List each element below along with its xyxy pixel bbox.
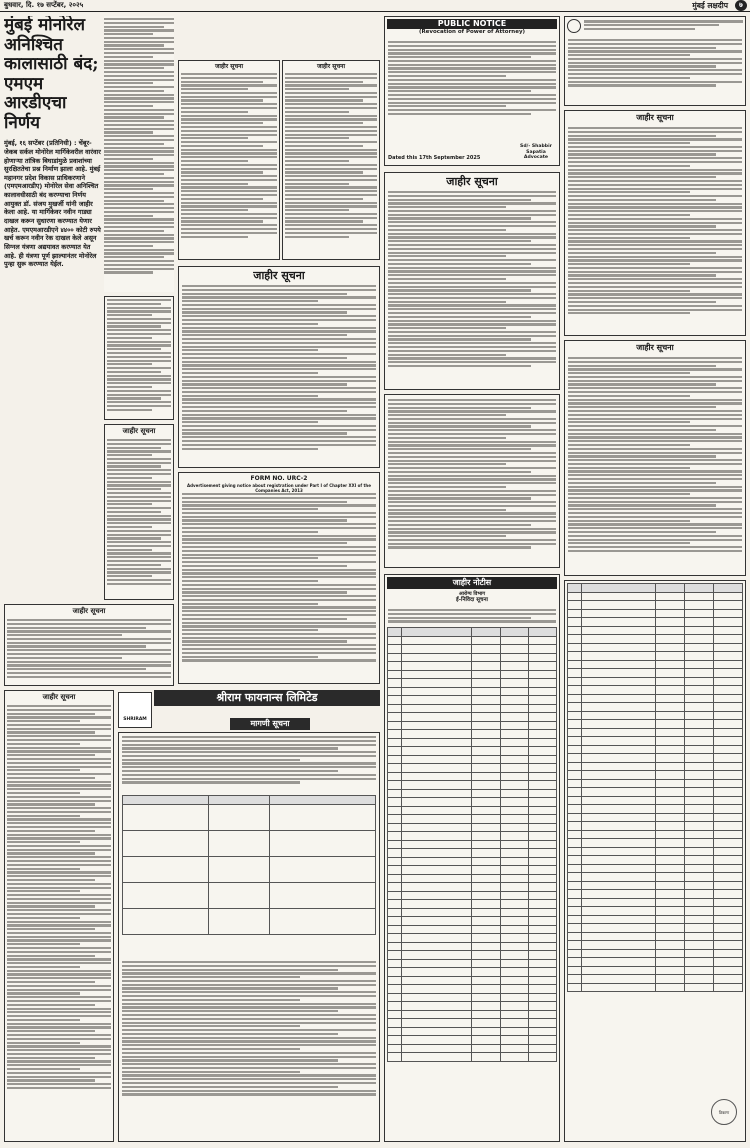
page-number: ७ — [735, 0, 747, 11]
public-notice — [384, 16, 560, 166]
tender-header — [564, 16, 746, 106]
finance-notice — [384, 394, 560, 568]
demand-notice-band: मागणी सूचना — [230, 718, 310, 730]
tender-table-left — [387, 627, 557, 1062]
masthead — [0, 0, 750, 12]
tender-title: ई-निविदा सूचना — [456, 597, 488, 604]
jahir-suchana-left-1: जाहीर सूचना — [104, 424, 174, 600]
tender-notice — [384, 574, 560, 1142]
tender-band: जाहीर नोटीस — [387, 577, 557, 589]
tender-notice-right — [564, 580, 746, 1142]
tender-org: आरोग्य विभाग — [458, 591, 486, 597]
public-notice-date: Dated this 17th September 2025 — [388, 154, 481, 161]
shriram-logo: SHRIRAM — [118, 692, 152, 728]
notice-block-3: जाहीर सूचना — [178, 60, 280, 260]
org-logo-icon — [567, 19, 581, 33]
form-urc2-notice — [178, 472, 380, 684]
news-dateline: मुंबई, १६ सप्टेंबर — [4, 139, 44, 148]
notice-block-2 — [104, 296, 174, 420]
notice-block-1 — [104, 16, 174, 292]
paper-name: मुंबई लक्षदीप — [692, 1, 728, 10]
jahir-suchana-bottom-left: जाहीर सूचना — [4, 690, 114, 1142]
notice-block-4: जाहीर सूचना — [282, 60, 380, 260]
official-seal-icon: ठिकाण — [711, 1099, 737, 1125]
shriram-title: श्रीराम फायनान्स लिमिटेड — [154, 690, 380, 706]
jahir-suchana-center: जाहीर सूचना — [178, 266, 380, 468]
shriram-notice-body — [118, 732, 380, 1142]
news-body: (प्रतिनिधी) : चेंबूर-जेकब सर्कल मोनोरेल मार्गिकेवरील वारंवार होणाऱ्या तांत्रिक बिघाडांमुळे प्रवाशांच्या सुरक्षिततेचा प्रश्न निर्माण झाला आहे. मुंबई महानगर प्रदेश विकास प्राधिकरणाने (एमएमआरडीए) मोनोरेल सेवा अनिश्चित कालावधीसाठी बंद करण्याचा निर्णय आयुक्त डॉ. संजय मुखर्जी यांनी जाहीर केला आहे. या मार्गिकेवर नवीन गाड्या दाखल करून सुधारणा करण्यात येणार आहेत. एमएमआरडीएने ४४०० कोटी रुपये खर्च करून नवीन रेक दाखल केले असून सिग्नल यंत्रणा अद्ययावत करण्यात येत आहे. ही यंत्रणा पूर्ण झाल्यानंतर मोनोरेल पुन्हा सुरू करण्यात येईल. — [4, 139, 101, 269]
jahir-suchana-right-1: जाहीर सूचना — [564, 110, 746, 336]
form-title: FORM NO. URC-2 — [250, 475, 308, 482]
public-notice-title: PUBLIC NOTICE — [387, 19, 557, 29]
public-notice-subtitle: (Revocation of Power of Attorney) — [418, 29, 526, 35]
tender-table-right — [567, 583, 743, 992]
news-headline: मुंबई मोनोरेल अनिश्चित कालासाठी बंद; एमएम आरडीएचा निर्णय — [4, 16, 99, 133]
jahir-suchana-left-2: जाहीर सूचना — [4, 604, 174, 686]
monorail-news — [4, 16, 102, 688]
public-notice-signatory: Sd/- Shabbir Sapatia Advocate — [520, 143, 552, 161]
issue-date: बुधवार, दि. १७ सप्टेंबर, २०२५ — [4, 1, 84, 9]
form-subtitle: Advertisement giving notice about registration under Part I of Chapter XXI of the Companies Act, 2013 — [187, 482, 371, 493]
jahir-suchana-right-2: जाहीर सूचना — [564, 340, 746, 576]
jahir-suchana-mid-right: जाहीर सूचना — [384, 172, 560, 390]
shriram-table — [122, 795, 376, 935]
